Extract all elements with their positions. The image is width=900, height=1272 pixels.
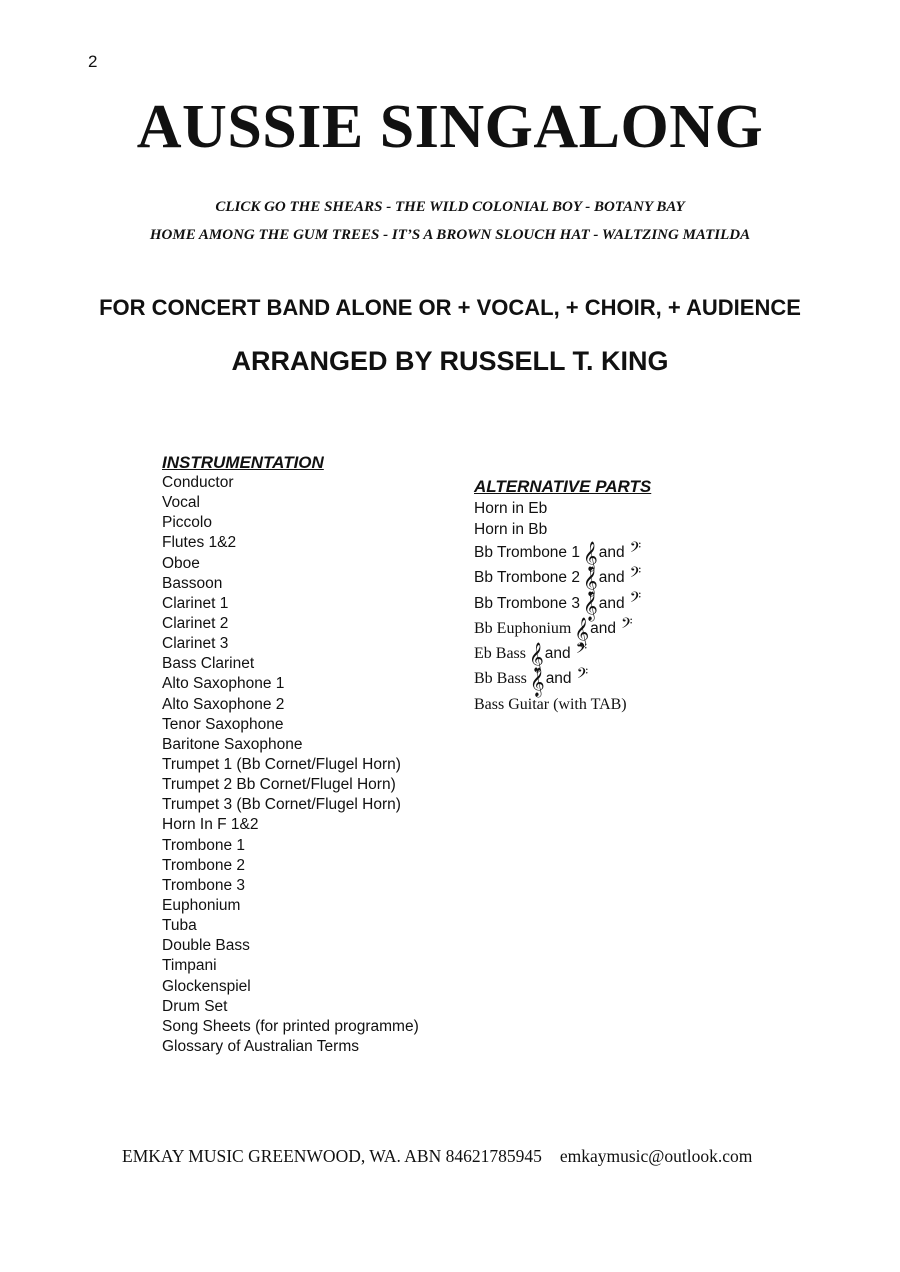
treble-clef-icon: 𝄞: [529, 667, 545, 697]
page-title: AUSSIE SINGALONG: [136, 93, 764, 161]
instrument-item: Conductor: [162, 474, 234, 491]
and-label: and: [598, 569, 625, 587]
instrument-item: Alto Saxophone 1: [162, 675, 285, 693]
bass-clef-icon: 𝄢: [629, 589, 642, 611]
alt-part-label: Horn in Bb: [474, 521, 548, 538]
alt-part-item: [474, 563, 734, 595]
publisher-info: EMKAY MUSIC GREENWOOD, WA. ABN 84621785945: [122, 1146, 542, 1166]
instrument-item: Trombone 1: [162, 836, 245, 854]
song-list-line-1: CLICK GO THE SHEARS - THE WILD COLONIAL BOY - BOTANY BAY: [215, 199, 685, 215]
instrument-item: Trumpet 2 Bb Cornet/Flugel Horn): [162, 776, 396, 794]
instrument-item: Trombone 3: [162, 876, 245, 894]
and-label: and: [545, 670, 572, 688]
and-label: and: [544, 645, 571, 663]
instrument-item: Glossary of Australian Terms: [162, 1037, 359, 1055]
alt-part-label: Bb Trombone 2: [474, 569, 580, 587]
ensemble-subtitle: FOR CONCERT BAND ALONE OR + VOCAL, + CHOIR, + AUDIENCE: [99, 295, 801, 320]
alt-part-label: Bb Euphonium: [474, 619, 572, 637]
alt-part-item: [474, 639, 734, 671]
instrument-item: Tenor Saxophone: [162, 715, 284, 733]
instrument-item: Song Sheets (for printed programme): [162, 1017, 419, 1035]
instrument-item: Alto Saxophone 2: [162, 695, 285, 713]
instrument-item: Timpani: [162, 957, 217, 975]
page-number: 2: [88, 52, 98, 71]
instrument-item: Flutes 1&2: [162, 534, 237, 552]
arranger-credit: ARRANGED BY RUSSELL T. KING: [231, 346, 669, 376]
song-list-line-2: HOME AMONG THE GUM TREES - IT’S A BROWN SLOUCH HAT - WALTZING MATILDA: [149, 227, 751, 243]
alt-part-label: Eb Bass: [474, 645, 526, 663]
and-label: and: [598, 594, 625, 612]
bass-clef-icon: 𝄢: [621, 614, 633, 636]
treble-clef-icon: 𝄞: [582, 591, 598, 621]
bass-clef-icon: 𝄢: [629, 563, 642, 585]
alt-part-item: [474, 538, 734, 570]
alt-part-item: [474, 519, 734, 540]
treble-clef-icon: 𝄞: [529, 641, 544, 671]
instrument-item: Clarinet 3: [162, 635, 229, 653]
instrument-item: Bass Clarinet: [162, 655, 255, 673]
instrument-item: Piccolo: [162, 514, 212, 532]
and-label: and: [590, 619, 616, 637]
contact-email: emkaymusic@outlook.com: [559, 1146, 753, 1166]
instrument-item: Bassoon: [162, 574, 223, 592]
instrument-item: Double Bass: [162, 937, 250, 955]
instrument-item: Tuba: [162, 917, 197, 935]
alt-part-item: [474, 692, 734, 717]
alt-part-item: [474, 614, 734, 646]
alt-part-item: [474, 498, 734, 519]
instrument-item: Vocal: [162, 494, 200, 512]
instrument-item: Trumpet 1 (Bb Cornet/Flugel Horn): [162, 755, 401, 773]
alt-part-label: Horn in Eb: [474, 500, 548, 517]
and-label: and: [598, 544, 625, 561]
instrument-item: Trombone 2: [162, 856, 245, 874]
footer: [122, 1146, 822, 1167]
alternative-parts-heading: ALTERNATIVE PARTS: [474, 477, 652, 496]
bass-clef-icon: 𝄢: [575, 639, 588, 661]
instrumentation-heading: INSTRUMENTATION: [162, 453, 324, 472]
alt-part-label: Bb Trombone 1: [474, 544, 580, 561]
instrument-item: Oboe: [162, 554, 200, 572]
instrument-item: Trumpet 3 (Bb Cornet/Flugel Horn): [162, 796, 401, 814]
alt-part-item: [474, 665, 734, 697]
alt-part-label: Bass Guitar (with TAB): [474, 695, 627, 713]
alt-part-label: Bb Bass: [474, 670, 527, 688]
instrument-item: Clarinet 1: [162, 594, 229, 612]
bass-clef-icon: 𝄢: [629, 538, 642, 560]
instrument-item: Clarinet 2: [162, 614, 229, 632]
instrument-item: Glockenspiel: [162, 977, 251, 995]
alternative-parts-section: [474, 477, 734, 717]
alt-part-item: [474, 589, 734, 621]
instrument-item: Baritone Saxophone: [162, 735, 303, 753]
instrument-item: Drum Set: [162, 997, 228, 1015]
instrument-item: Horn In F 1&2: [162, 816, 259, 834]
treble-clef-icon: 𝄞: [574, 616, 590, 646]
alt-part-label: Bb Trombone 3: [474, 594, 580, 612]
instrumentation-list: [162, 473, 462, 1057]
instrument-item: Euphonium: [162, 896, 241, 914]
bass-clef-icon: 𝄢: [576, 665, 589, 687]
treble-clef-icon: 𝄞: [582, 540, 598, 570]
treble-clef-icon: 𝄞: [582, 565, 598, 595]
instrumentation-section: [162, 453, 462, 1057]
